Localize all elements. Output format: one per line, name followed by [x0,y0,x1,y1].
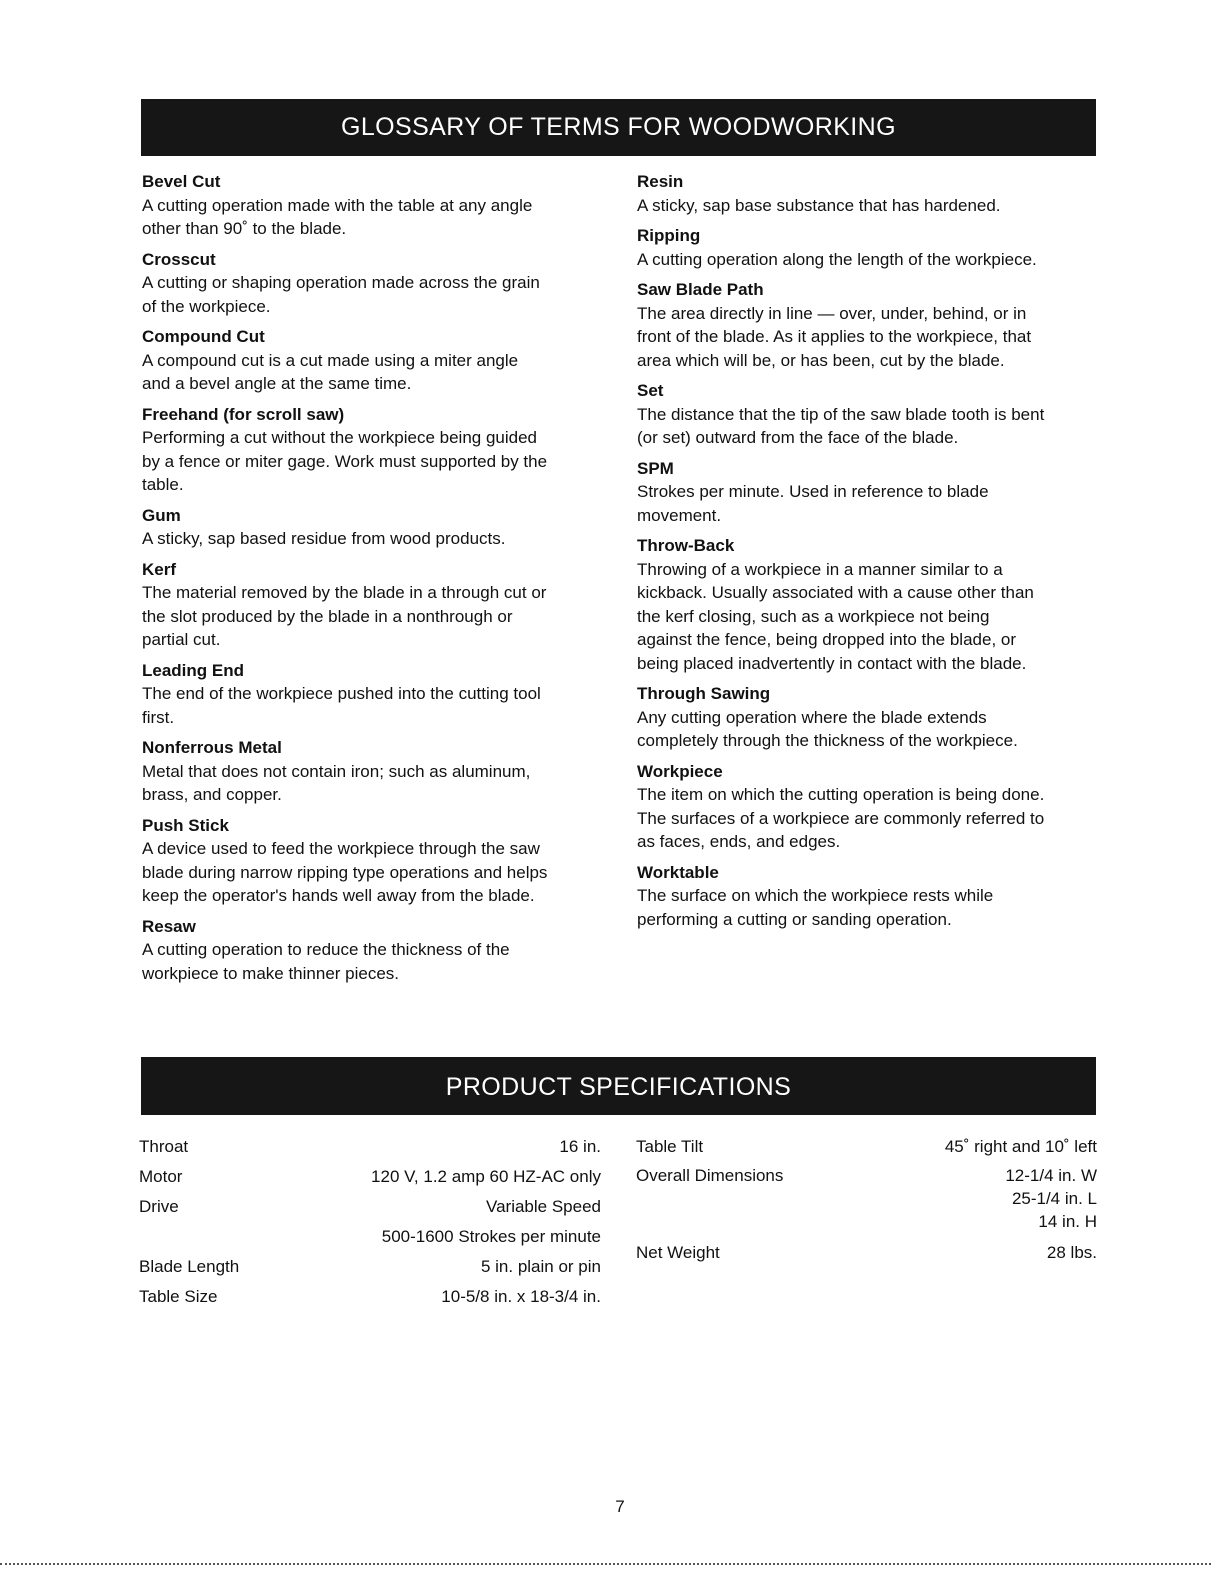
scan-edge-divider [0,1563,1211,1565]
glossary-entry [637,278,1099,372]
glossary-definition: A sticky, sap base substance that has hardened. [637,195,1001,215]
spec-value: 5 in. plain or pin [480,1257,601,1276]
spec-row-overall-dimensions [636,1164,1097,1233]
glossary-term: Set [637,381,664,400]
spec-label: Overall Dimensions [636,1166,784,1185]
glossary-term: Leading End [142,660,244,680]
spec-value: 45˚ right and 10˚ left [944,1137,1097,1156]
specs-title-banner [141,1057,1096,1115]
spec-value: 500-1600 Strokes per minute [381,1227,601,1246]
glossary-definition: A cutting operation made with the table at any angle other than 90˚ to the blade. [142,195,533,238]
glossary-definition: A device used to feed the workpiece through the saw blade during narrow ripping type operations and helps keep the operator's hands well away from the blade. [142,839,548,905]
spec-row-throat [139,1132,601,1162]
glossary-term: Compound Cut [142,327,265,346]
glossary-term: Saw Blade Path [637,280,764,299]
glossary-definition: The distance that the tip of the saw blade tooth is bent (or set) outward from the face of the blade. [637,404,1045,447]
spec-value: 12-1/4 in. W [1005,1166,1097,1185]
glossary-term: Gum [142,505,181,525]
glossary-entry [142,325,610,396]
glossary-entry [142,504,610,551]
spec-row-drive [139,1192,601,1252]
glossary-title-banner [141,99,1096,156]
glossary-term: Kerf [142,559,177,579]
glossary-entry [142,659,610,730]
glossary-term: Throw-Back [637,536,735,555]
glossary-entry [142,558,610,652]
glossary-term: Worktable [637,862,719,882]
spec-row-blade-length [139,1252,601,1282]
glossary-term: Push Stick [142,815,229,835]
glossary-term: Crosscut [142,249,216,269]
glossary-term: SPM [637,458,674,478]
spec-label: Blade Length [139,1257,240,1276]
glossary-definition: A cutting operation along the length of the workpiece. [637,249,1037,269]
glossary-definition: A compound cut is a cut made using a miter angle and a bevel angle at the same time. [142,350,519,393]
glossary-term: Ripping [637,226,701,245]
spec-row-net-weight [636,1241,1097,1271]
glossary-entry [142,736,610,807]
glossary-entry [142,170,610,241]
glossary-term: Nonferrous Metal [142,738,282,757]
spec-value: Variable Speed [486,1197,601,1216]
glossary-definition: The end of the workpiece pushed into the cutting tool first. [142,684,541,727]
glossary-entry [142,248,610,319]
spec-value: 28 lbs. [1046,1243,1097,1262]
glossary-definition: A sticky, sap based residue from wood products. [142,529,506,548]
glossary-definition: Throwing of a workpiece in a manner similar to a kickback. Usually associated with a cause other than the kerf closing, such as a workpiece not being against the fence, being dropped into the blade, or being placed inadvertently in contact with the blade. [637,559,1034,673]
glossary-entry [142,915,610,986]
spec-label: Table Tilt [636,1137,704,1156]
spec-value: 10-5/8 in. x 18-3/4 in. [441,1287,601,1306]
glossary-definition: The material removed by the blade in a through cut or the slot produced by the blade in a nonthrough or partial cut. [142,583,547,649]
glossary-right-column [637,170,1099,938]
glossary-term: Freehand (for scroll saw) [142,404,345,424]
glossary-entry [142,403,610,497]
glossary-definition: Strokes per minute. Used in reference to blade movement. [637,482,989,525]
glossary-term: Bevel Cut [142,172,221,191]
glossary-entry [637,170,1099,217]
spec-value: 16 in. [559,1137,601,1156]
glossary-term: Resaw [142,916,196,936]
glossary-definition: Any cutting operation where the blade extends completely through the thickness of the workpiece. [637,707,1018,750]
glossary-entry [637,224,1099,271]
glossary-entry [637,861,1099,932]
specs-title: PRODUCT SPECIFICATIONS [445,1073,792,1101]
spec-row-motor [139,1162,601,1192]
glossary-entry [637,534,1099,675]
glossary-definition: A cutting operation to reduce the thickness of the workpiece to make thinner pieces. [142,940,510,983]
spec-label: Drive [139,1197,179,1216]
glossary-definition: A cutting or shaping operation made across the grain of the workpiece. [142,273,540,316]
glossary-definition: Performing a cut without the workpiece being guided by a fence or miter gage. Work must supported by the table. [142,428,548,494]
glossary-entry [637,682,1099,753]
glossary-definition: The item on which the cutting operation is being done. The surfaces of a workpiece are commonly referred to as faces, ends, and edges. [637,785,1045,851]
specs-left-column [139,1132,601,1312]
glossary-term: Through Sawing [637,684,771,703]
spec-label: Net Weight [636,1243,720,1262]
spec-value: 14 in. H [1038,1212,1097,1231]
glossary-entry [142,814,610,908]
glossary-entry [637,760,1099,854]
glossary-title: GLOSSARY OF TERMS FOR WOODWORKING [341,113,896,141]
glossary-term: Resin [637,172,684,191]
spec-label: Table Size [139,1287,218,1306]
spec-label: Motor [139,1167,183,1186]
page-number: 7 [615,1497,625,1516]
glossary-term: Workpiece [637,761,723,781]
spec-label: Throat [139,1137,189,1156]
spec-row-table-size [139,1282,601,1312]
glossary-definition: The surface on which the workpiece rests while performing a cutting or sanding operation. [637,886,994,929]
glossary-definition: Metal that does not contain iron; such as aluminum, brass, and copper. [142,761,531,804]
spec-row-table-tilt [636,1132,1097,1164]
spec-value: 25-1/4 in. L [1011,1189,1097,1208]
glossary-left-column [142,170,610,992]
glossary-entry [637,379,1099,450]
glossary-entry [637,457,1099,528]
specs-right-column [636,1132,1097,1271]
glossary-definition: The area directly in line — over, under, behind, or in front of the blade. As it applies to the workpiece, that area which will be, or has been, cut by the blade. [637,303,1032,370]
spec-value: 120 V, 1.2 amp 60 HZ-AC only [371,1167,601,1186]
